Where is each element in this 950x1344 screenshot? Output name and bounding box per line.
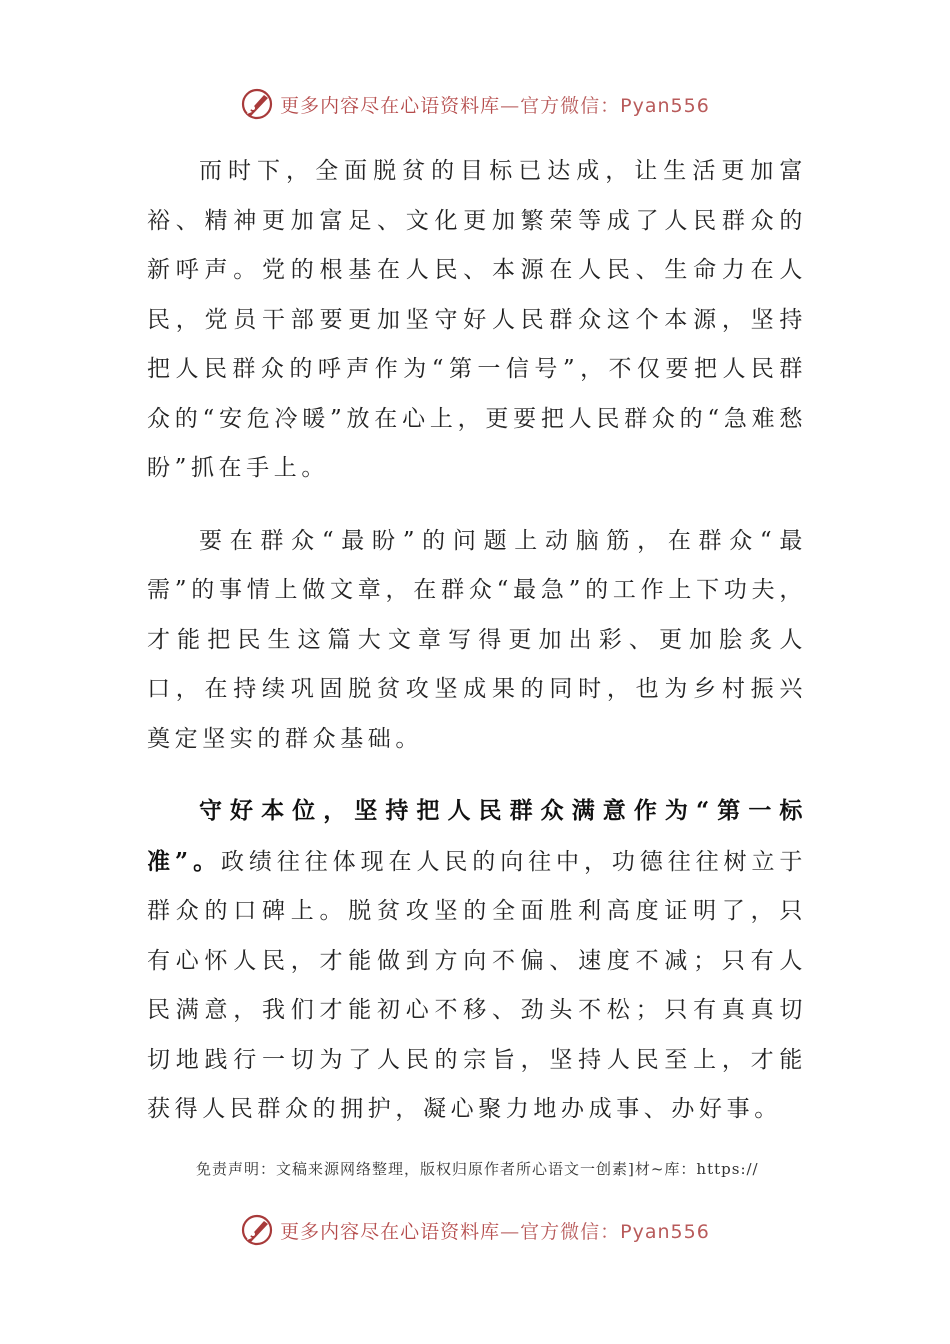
header-brand: 更多内容尽在心语资料库 <box>280 94 501 117</box>
paragraph-3 <box>147 786 807 1135</box>
header-banner <box>0 84 950 124</box>
footer-banner-text <box>280 1217 710 1244</box>
header-wechat: 官方微信：Pyan556 <box>520 94 710 117</box>
paragraph-3-heading: 守好本位，坚持把人民群众满意作为“第一标准”。 <box>147 797 807 875</box>
paragraph-2-text: 要在群众“最盼”的问题上动脑筋，在群众“最需”的事情上做文章，在群众“最急”的工作上下功夫，才能把民生这篇大文章写得更加出彩、更加脍炙人口，在持续巩固脱贫攻坚成果的同时，也为乡村振兴奠定坚实的群众基础。 <box>147 527 807 752</box>
header-separator: — <box>500 94 521 117</box>
paragraph-1 <box>147 146 807 494</box>
footer-brand: 更多内容尽在心语资料库 <box>280 1220 501 1243</box>
header-banner-text <box>280 91 710 118</box>
disclaimer: 免责声明：文稿来源网络整理，版权归原作者所心语文一创素]材~库：https:// <box>196 1160 759 1178</box>
article-body <box>147 146 807 1135</box>
footer-separator: — <box>500 1220 521 1243</box>
paragraph-3-text: 政绩往往体现在人民的向往中，功德往往树立于群众的口碑上。脱贫攻坚的全面胜利高度证明了，只有心怀人民，才能做到方向不偏、速度不减；只有人民满意，我们才能初心不移、劲头不松；只有真真切切地践行一切为了人民的宗旨，坚持人民至上，才能获得人民群众的拥护，凝心聚力地办成事、办好事。 <box>147 848 807 1122</box>
pen-logo-icon <box>240 1213 274 1247</box>
paragraph-2 <box>147 516 807 765</box>
footer-banner <box>0 1210 950 1250</box>
footer-wechat: 官方微信：Pyan556 <box>520 1220 710 1243</box>
paragraph-1-text: 而时下，全面脱贫的目标已达成，让生活更加富裕、精神更加富足、文化更加繁荣等成了人民群众的新呼声。党的根基在人民、本源在人民、生命力在人民，党员干部要更加坚守好人民群众这个本源，坚持把人民群众的呼声作为“第一信号”，不仅要把人民群众的“安危冷暖”放在心上，更要把人民群众的“急难愁盼”抓在手上。 <box>147 158 807 481</box>
pen-logo-icon <box>240 87 274 121</box>
